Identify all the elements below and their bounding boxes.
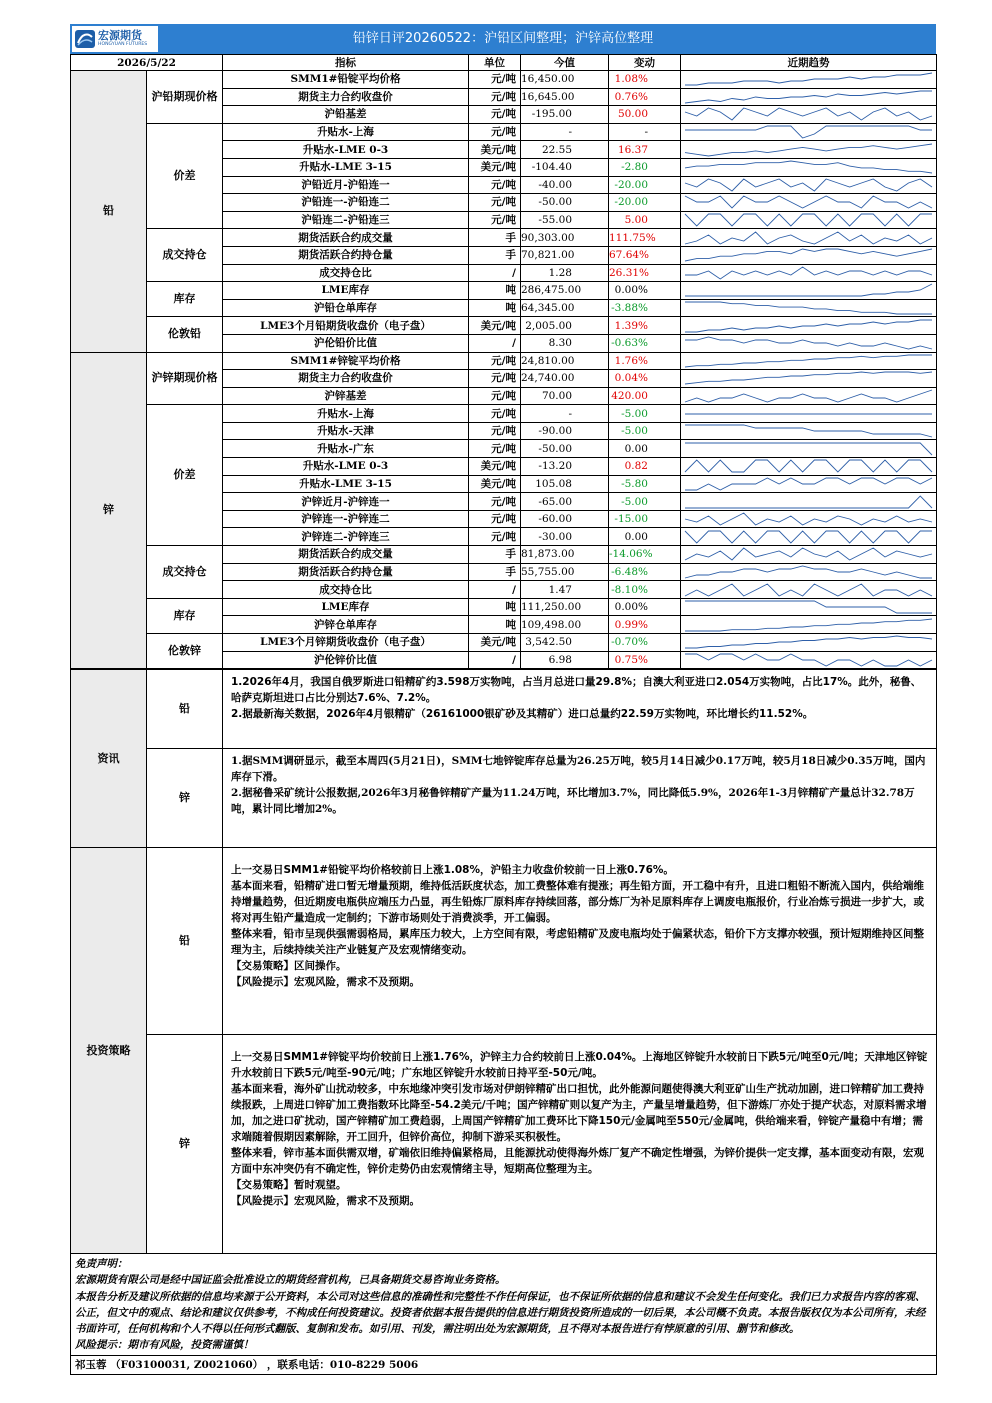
change-cell: -3.88% (609, 299, 681, 317)
value-cell: 70.00 (521, 387, 609, 405)
news-lead-row (71, 670, 937, 749)
value-cell: -13.20 (521, 458, 609, 476)
disclaimer-line: 本报告分析及建议所依据的信息均来源于公开资料，本公司对这些信息的准确性和完整性不作任何保证，也不保证所依据的信息和建议不会发生任何变化。我们已力求报告内容的客观、公正，但文中的观点、结论和建议仅供参考，不构成任何投资建议。投资者依据本报告提供的信息进行期货投资所造成的一切后果，本公司概不负责。本报告版权仅为本公司所有，未经书面许可，任何机构和个人不得以任何形式翻版、复制和发布。如引用、刊发，需注明出处为宏源期货，且不得对本报告进行有悖原意的引用、删节和修改。 (75, 1290, 926, 1335)
change-cell: -5.80 (609, 475, 681, 493)
value-cell: -55.00 (521, 211, 609, 229)
value-cell: - (521, 405, 609, 423)
news-label: 资讯 (71, 670, 147, 848)
change-cell: 16.37 (609, 141, 681, 159)
change-cell: 0.75% (609, 651, 681, 669)
header-trend: 近期趋势 (681, 55, 937, 71)
value-cell: 22.55 (521, 141, 609, 159)
indicator-name: 期货主力合约收盘价 (223, 370, 469, 388)
unit-cell: / (469, 581, 521, 599)
unit-cell: 美元/吨 (469, 475, 521, 493)
contact-row (71, 1356, 937, 1375)
change-cell: -15.00 (609, 510, 681, 528)
unit-cell: 元/吨 (469, 176, 521, 194)
table-row (71, 282, 937, 300)
table-row (71, 317, 937, 335)
table-row (71, 352, 937, 370)
value-cell: -50.00 (521, 440, 609, 458)
group-label: 成交持仓 (147, 546, 223, 599)
disclaimer (71, 1254, 937, 1356)
data-table (70, 54, 937, 669)
group-label: 伦敦锌 (147, 634, 223, 669)
strategy-zinc-line: 【风险提示】宏观风险，需求不及预期。 (231, 1195, 420, 1208)
trend-line (685, 126, 932, 138)
change-cell: -0.70% (609, 634, 681, 652)
trend-line (685, 425, 932, 437)
strategy-lead-line: 【风险提示】宏观风险，需求不及预期。 (231, 976, 420, 989)
change-cell: -0.63% (609, 334, 681, 352)
trend-sparkline (681, 598, 937, 616)
change-cell: -5.00 (609, 405, 681, 423)
indicator-name: LME3个月铅期货收盘价（电子盘） (223, 317, 469, 335)
disclaimer-title: 免责声明： (75, 1258, 128, 1271)
unit-cell: 元/吨 (469, 422, 521, 440)
trend-sparkline (681, 370, 937, 388)
group-label: 沪锌期现价格 (147, 352, 223, 405)
trend-sparkline (681, 422, 937, 440)
trend-sparkline (681, 106, 937, 124)
table-row (71, 229, 937, 247)
table-header-row (71, 55, 937, 71)
indicator-name: 沪铅连二-沪铅连三 (223, 211, 469, 229)
trend-sparkline (681, 405, 937, 423)
strategy-lead-line: 基本面来看，铅精矿进口暂无增量预期，维持低活跃度状态，加工费整体难有提涨；再生铅方面，开工稳中有升，且进口粗铅不断流入国内，供给端维持增量趋势，但近期废电瓶供应端压力凸显，再生铅炼厂原料库存持续回落，部分炼厂为补足原料库存上调废电瓶报价，行业冶炼亏损进一步扩大，或将对再生铅产量造成一定制约；下游市场则处于消费淡季，开工偏弱。 (231, 880, 924, 925)
trend-line (685, 460, 932, 472)
zinc-section-label: 锌 (71, 352, 147, 669)
strategy-zinc-line: 上一交易日SMM1#锌锭平均价较前日上涨1.76%，沪锌主力合约较前日上涨0.04%。上海地区锌锭升水较前日下跌5元/吨至0元/吨；天津地区锌锭升水较前日下跌5元/吨至-90元/吨；广东地区锌锭升水较前日持平至-50元/吨。 (231, 1051, 928, 1080)
value-cell: 1.47 (521, 581, 609, 599)
value-cell: - (521, 123, 609, 141)
group-label: 库存 (147, 598, 223, 633)
unit-cell: 元/吨 (469, 370, 521, 388)
strategy-lead-label: 铅 (147, 848, 223, 1035)
strategy-lead-line: 上一交易日SMM1#铅锭平均价格较前日上涨1.08%，沪铅主力收盘价较前一日上涨0.76%。 (231, 864, 674, 877)
header-value: 今值 (521, 55, 609, 71)
change-cell: -14.06% (609, 546, 681, 564)
trend-line (685, 584, 932, 596)
trend-sparkline (681, 387, 937, 405)
unit-cell: 吨 (469, 299, 521, 317)
indicator-name: 沪伦锌价比值 (223, 651, 469, 669)
change-cell: -2.80 (609, 158, 681, 176)
unit-cell: 手 (469, 563, 521, 581)
unit-cell: 元/吨 (469, 387, 521, 405)
risk-warning: 风险提示：期市有风险，投资需谨慎！ (75, 1339, 254, 1352)
value-cell: 90,303.00 (521, 229, 609, 247)
unit-cell: / (469, 264, 521, 282)
change-cell: 0.76% (609, 88, 681, 106)
value-cell: -30.00 (521, 528, 609, 546)
trend-sparkline (681, 475, 937, 493)
trend-line (685, 320, 932, 332)
strategy-zinc-row (71, 1035, 937, 1254)
news-lead-label: 铅 (147, 670, 223, 749)
value-cell: -90.00 (521, 422, 609, 440)
indicator-name: 沪锌连一-沪锌连二 (223, 510, 469, 528)
trend-sparkline (681, 158, 937, 176)
indicator-name: 沪伦铅价比值 (223, 334, 469, 352)
change-cell: 1.76% (609, 352, 681, 370)
change-cell: -6.48% (609, 563, 681, 581)
indicator-name: 升贴水-上海 (223, 405, 469, 423)
trend-sparkline (681, 546, 937, 564)
trend-line (685, 619, 932, 631)
unit-cell: 元/吨 (469, 71, 521, 89)
report-title: 铅锌日评20260522：沪铅区间整理；沪锌高位整理 (352, 31, 654, 46)
unit-cell: 手 (469, 546, 521, 564)
change-cell: 0.00 (609, 528, 681, 546)
value-cell: 55,755.00 (521, 563, 609, 581)
header-unit: 单位 (469, 55, 521, 71)
indicator-name: 升贴水-上海 (223, 123, 469, 141)
indicator-name: SMM1#铅锭平均价格 (223, 71, 469, 89)
indicator-name: 沪锌近月-沪锌连一 (223, 493, 469, 511)
indicator-name: 升贴水-LME 0-3 (223, 141, 469, 159)
trend-sparkline (681, 563, 937, 581)
change-cell: - (609, 123, 681, 141)
trend-line (685, 531, 932, 543)
trend-line (685, 232, 932, 244)
strategy-lead-line: 【交易策略】区间操作。 (231, 960, 347, 973)
indicator-name: 沪铅仓单库存 (223, 299, 469, 317)
indicator-name: 沪铅连一-沪铅连二 (223, 194, 469, 212)
trend-sparkline (681, 581, 937, 599)
trend-sparkline (681, 528, 937, 546)
trend-sparkline (681, 651, 937, 669)
trend-sparkline (681, 71, 937, 89)
indicator-name: 期货活跃合约持仓量 (223, 563, 469, 581)
trend-line (685, 601, 932, 613)
indicator-name: 期货活跃合约成交量 (223, 229, 469, 247)
unit-cell: 元/吨 (469, 106, 521, 124)
value-cell: 8.30 (521, 334, 609, 352)
change-cell: 0.99% (609, 616, 681, 634)
disclaimer-row (71, 1254, 937, 1356)
indicator-name: 沪铅基差 (223, 106, 469, 124)
change-cell: 50.00 (609, 106, 681, 124)
table-row (71, 634, 937, 652)
news-lead-text (223, 670, 937, 749)
news-zinc-label: 锌 (147, 749, 223, 848)
unit-cell: 美元/吨 (469, 634, 521, 652)
change-cell: 5.00 (609, 211, 681, 229)
unit-cell: 元/吨 (469, 194, 521, 212)
header-change: 变动 (609, 55, 681, 71)
trend-sparkline (681, 123, 937, 141)
value-cell: 2,005.00 (521, 317, 609, 335)
indicator-name: 期货活跃合约成交量 (223, 546, 469, 564)
trend-line (685, 267, 932, 279)
trend-sparkline (681, 176, 937, 194)
change-cell: -8.10% (609, 581, 681, 599)
strategy-label: 投资策略 (71, 848, 147, 1254)
value-cell: 3,542.50 (521, 634, 609, 652)
trend-sparkline (681, 88, 937, 106)
value-cell: 111,250.00 (521, 598, 609, 616)
value-cell: 6.98 (521, 651, 609, 669)
trend-line (685, 566, 932, 578)
header-indicator: 指标 (223, 55, 469, 71)
change-cell: 420.00 (609, 387, 681, 405)
indicator-name: 期货主力合约收盘价 (223, 88, 469, 106)
strategy-lead-row (71, 848, 937, 1035)
table-row (71, 598, 937, 616)
group-label: 成交持仓 (147, 229, 223, 282)
unit-cell: 美元/吨 (469, 141, 521, 159)
strategy-lead-text (223, 848, 937, 1035)
value-cell: 24,740.00 (521, 370, 609, 388)
value-cell: 64,345.00 (521, 299, 609, 317)
change-cell: -20.00 (609, 176, 681, 194)
table-row (71, 405, 937, 423)
indicator-name: LME库存 (223, 282, 469, 300)
trend-line (685, 249, 932, 261)
group-label: 伦敦铅 (147, 317, 223, 352)
trend-sparkline (681, 264, 937, 282)
trend-line (685, 355, 932, 367)
indicator-name: 成交持仓比 (223, 264, 469, 282)
trend-line (685, 443, 932, 455)
change-cell: 0.00 (609, 440, 681, 458)
value-cell: 109,498.00 (521, 616, 609, 634)
trend-sparkline (681, 458, 937, 476)
trend-line (685, 337, 932, 349)
value-cell: -195.00 (521, 106, 609, 124)
change-cell: -20.00 (609, 194, 681, 212)
news-zinc-line: 2.据秘鲁采矿统计公报数据,2026年3月秘鲁锌精矿产量为11.24万吨，环比增加3.7%，同比降低5.9%，2026年1-3月锌精矿产量总计32.78万吨，累计同比增加2%。 (231, 787, 915, 816)
trend-line (685, 161, 932, 173)
trend-sparkline (681, 211, 937, 229)
group-label: 价差 (147, 123, 223, 229)
change-cell: -5.00 (609, 422, 681, 440)
value-cell: -65.00 (521, 493, 609, 511)
unit-cell: 元/吨 (469, 405, 521, 423)
unit-cell: 元/吨 (469, 440, 521, 458)
trend-sparkline (681, 352, 937, 370)
strategy-lead-line: 整体来看，铅市呈现供强需弱格局，累库压力较大，上方空间有限，考虑铅精矿及废电瓶均处于偏紧状态，铅价下方支撑亦较强，预计短期维持区间整理为主，后续持续关注产业链复产及宏观情绪变动。 (231, 928, 924, 957)
trend-sparkline (681, 493, 937, 511)
table-row (71, 546, 937, 564)
value-cell: -40.00 (521, 176, 609, 194)
value-cell: 286,475.00 (521, 282, 609, 300)
strategy-zinc-line: 【交易策略】暂时观望。 (231, 1179, 347, 1192)
trend-sparkline (681, 229, 937, 247)
trend-line (685, 144, 932, 156)
unit-cell: 元/吨 (469, 528, 521, 546)
trend-line (685, 302, 932, 314)
news-zinc-row (71, 749, 937, 848)
trend-line (685, 73, 932, 85)
trend-line (685, 179, 932, 191)
change-cell: 111.75% (609, 229, 681, 247)
unit-cell: 元/吨 (469, 493, 521, 511)
news-lead-line: 2.据最新海关数据，2026年4月银精矿（26161000银矿砂及其精矿）进口总量约22.59万实物吨，环比增长约11.52%。 (231, 708, 814, 721)
trend-line (685, 372, 932, 384)
trend-sparkline (681, 616, 937, 634)
indicator-name: LME3个月锌期货收盘价（电子盘） (223, 634, 469, 652)
indicator-name: 升贴水-LME 0-3 (223, 458, 469, 476)
trend-sparkline (681, 634, 937, 652)
trend-sparkline (681, 440, 937, 458)
indicator-name: 沪锌连二-沪锌连三 (223, 528, 469, 546)
disclaimer-line: 宏源期货有限公司是经中国证监会批准设立的期货经营机构，已具备期货交易咨询业务资格。 (75, 1274, 506, 1287)
trend-line (685, 108, 932, 120)
unit-cell: / (469, 334, 521, 352)
unit-cell: 美元/吨 (469, 317, 521, 335)
news-zinc-text (223, 749, 937, 848)
indicator-name: 沪锌仓单库存 (223, 616, 469, 634)
trend-line (685, 91, 932, 103)
trend-line (685, 284, 932, 296)
trend-line (685, 654, 932, 666)
value-cell: 81,873.00 (521, 546, 609, 564)
news-zinc-line: 1.据SMM调研显示，截至本周四(5月21日)，SMM七地锌锭库存总量为26.25万吨，较5月14日减少0.17万吨，较5月18日减少0.35万吨，国内库存下滑。 (231, 755, 926, 784)
indicator-name: 升贴水-LME 3-15 (223, 475, 469, 493)
change-cell: 0.00% (609, 282, 681, 300)
report-sheet (70, 24, 936, 1375)
trend-sparkline (681, 299, 937, 317)
contact-info: 祁玉蓉 （F03100031, Z0021060） ，联系电话：010-8229 5006 (71, 1356, 937, 1375)
trend-line (685, 513, 932, 525)
group-label: 沪铅期现价格 (147, 71, 223, 124)
indicator-name: 沪锌基差 (223, 387, 469, 405)
change-cell: -5.00 (609, 493, 681, 511)
header-date: 2026/5/22 (71, 55, 223, 71)
value-cell: 105.08 (521, 475, 609, 493)
change-cell: 1.08% (609, 71, 681, 89)
strategy-zinc-line: 整体来看，锌市基本面供需双增，矿端依旧维持偏紧格局，且能源扰动使得海外炼厂复产不确定性增强，为锌价提供一定支撑，基本面变动有限，宏观方面中东冲突仍有不确定性，锌价走势仍由宏观情绪主导，短期高位整理为主。 (231, 1147, 924, 1176)
unit-cell: 美元/吨 (469, 158, 521, 176)
value-cell: -60.00 (521, 510, 609, 528)
value-cell: -104.40 (521, 158, 609, 176)
unit-cell: 元/吨 (469, 123, 521, 141)
unit-cell: 吨 (469, 616, 521, 634)
indicator-name: 沪铅近月-沪铅连一 (223, 176, 469, 194)
trend-sparkline (681, 194, 937, 212)
value-cell: 1.28 (521, 264, 609, 282)
news-lead-line: 1.2026年4月，我国自俄罗斯进口铅精矿约3.598万实物吨，占当月总进口量29.8%；自澳大利亚进口2.054万实物吨，占比17%。此外，秘鲁、哈萨克斯坦进口占比分别达7.6%、7.2%。 (231, 676, 922, 705)
unit-cell: 元/吨 (469, 88, 521, 106)
logo-name: 宏源期货 (98, 29, 142, 43)
logo-name-en: HONGYUAN FUTURES (98, 42, 148, 48)
value-cell: 16,645.00 (521, 88, 609, 106)
trend-line (685, 196, 932, 208)
indicator-name: 升贴水-广东 (223, 440, 469, 458)
change-cell: 0.00% (609, 598, 681, 616)
value-cell: 16,450.00 (521, 71, 609, 89)
trend-sparkline (681, 334, 937, 352)
indicator-name: 期货活跃合约持仓量 (223, 246, 469, 264)
unit-cell: 手 (469, 246, 521, 264)
indicator-name: 成交持仓比 (223, 581, 469, 599)
trend-sparkline (681, 246, 937, 264)
table-row (71, 71, 937, 89)
unit-cell: 手 (469, 229, 521, 247)
trend-line (685, 496, 932, 508)
value-cell: 70,821.00 (521, 246, 609, 264)
trend-line (685, 548, 932, 560)
report-header (70, 24, 936, 54)
group-label: 库存 (147, 282, 223, 317)
strategy-zinc-label: 锌 (147, 1035, 223, 1254)
indicator-name: 升贴水-天津 (223, 422, 469, 440)
trend-sparkline (681, 317, 937, 335)
trend-sparkline (681, 282, 937, 300)
indicator-name: 升贴水-LME 3-15 (223, 158, 469, 176)
lead-section-label: 铅 (71, 71, 147, 353)
change-cell: 0.04% (609, 370, 681, 388)
trend-line (685, 478, 932, 490)
trend-line (685, 390, 932, 402)
trend-line (685, 214, 932, 226)
unit-cell: 元/吨 (469, 211, 521, 229)
trend-sparkline (681, 141, 937, 159)
info-table (70, 669, 937, 1375)
trend-sparkline (681, 510, 937, 528)
unit-cell: / (469, 651, 521, 669)
strategy-zinc-text (223, 1035, 937, 1254)
value-cell: -50.00 (521, 194, 609, 212)
unit-cell: 美元/吨 (469, 458, 521, 476)
unit-cell: 元/吨 (469, 510, 521, 528)
unit-cell: 吨 (469, 598, 521, 616)
change-cell: 0.82 (609, 458, 681, 476)
value-cell: 24,810.00 (521, 352, 609, 370)
change-cell: 67.64% (609, 246, 681, 264)
change-cell: 26.31% (609, 264, 681, 282)
unit-cell: 吨 (469, 282, 521, 300)
change-cell: 1.39% (609, 317, 681, 335)
unit-cell: 元/吨 (469, 352, 521, 370)
strategy-zinc-line: 基本面来看，海外矿山扰动较多，中东地缘冲突引发市场对伊朗锌精矿出口担忧，此外能源问题使得澳大利亚矿山生产扰动加剧，进口锌精矿加工费持续报跌，上周进口锌矿加工费指数环比降至-54.2美元/千吨；国产锌精矿则以复产为主，产量呈增量趋势，但下游炼厂亦处于提产状态，对原料需求增加，加之进口矿扰动，国产锌精矿加工费趋弱，上周国产锌精矿加工费环比下降150元/金属吨至550元/金属吨，供给端来看，锌锭产量稳中有增；需求端随着假期因素解除，开工回升，但锌价高位，抑制下游采买积极性。 (231, 1083, 927, 1144)
group-label: 价差 (147, 405, 223, 546)
indicator-name: SMM1#锌锭平均价格 (223, 352, 469, 370)
table-row (71, 123, 937, 141)
trend-line (685, 636, 932, 648)
indicator-name: LME库存 (223, 598, 469, 616)
